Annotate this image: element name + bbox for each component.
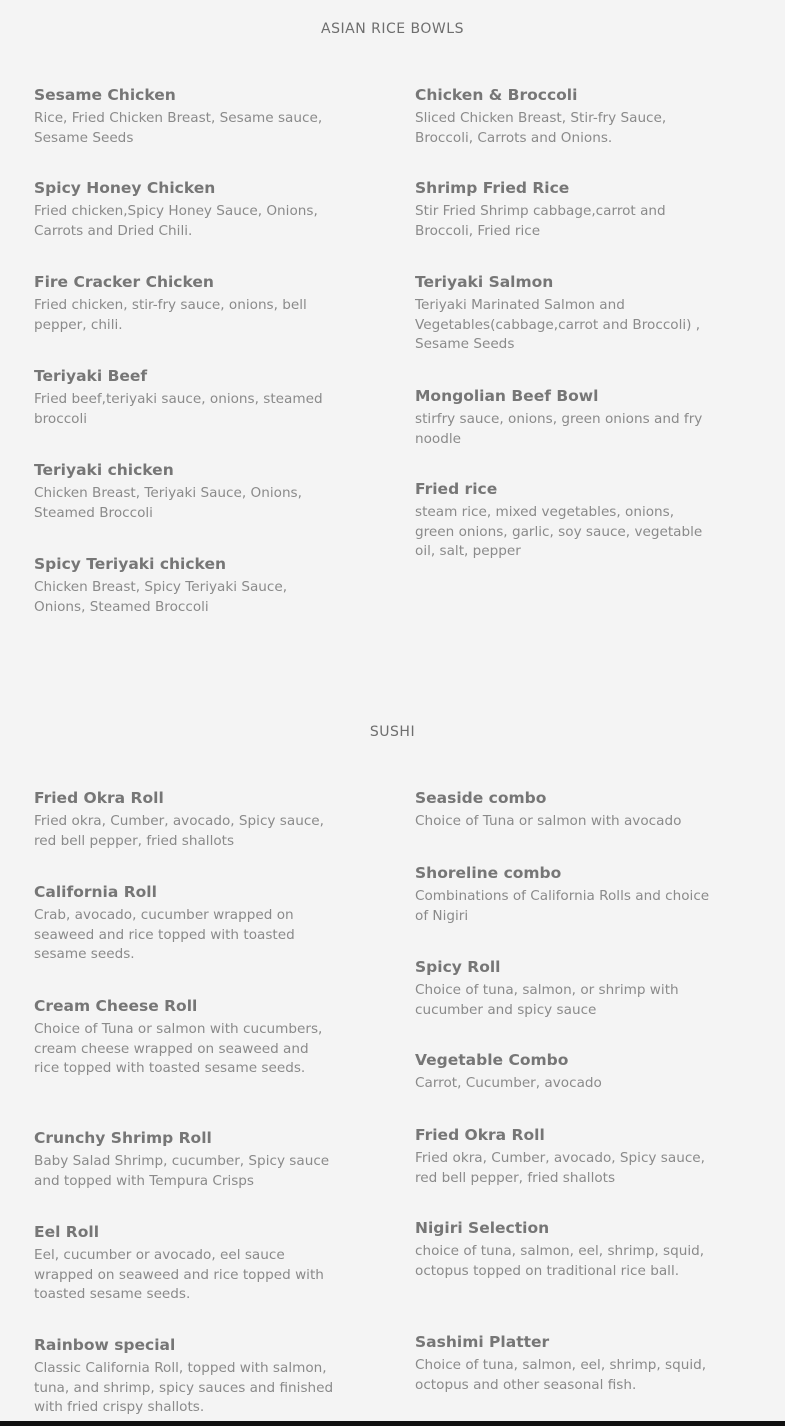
menu-item	[415, 1218, 715, 1281]
menu-item-description: Choice of tuna, salmon, or shrimp with cucumber and spicy sauce	[415, 982, 679, 1018]
menu-item-name: Nigiri Selection	[415, 1219, 550, 1237]
menu-item-name: Shoreline combo	[415, 864, 562, 882]
menu-item	[415, 85, 715, 148]
menu-item-name: Sashimi Platter	[415, 1333, 550, 1351]
menu-item-name: Rainbow special	[34, 1336, 176, 1354]
menu-item	[34, 788, 334, 851]
menu-item-description: Teriyaki Marinated Salmon and Vegetables(cabbage,carrot and Broccoli) , Sesame Seeds	[415, 297, 701, 353]
menu-item	[415, 957, 715, 1020]
menu-item-description: Carrot, Cucumber, avocado	[415, 1075, 602, 1091]
menu-item-name: California Roll	[34, 883, 157, 901]
menu-item-description: Fried beef,teriyaki sauce, onions, steamed broccoli	[34, 391, 323, 427]
menu-item-description: choice of tuna, salmon, eel, shrimp, squid, octopus topped on traditional rice ball.	[415, 1243, 705, 1279]
menu-item-name: Spicy Teriyaki chicken	[34, 555, 226, 573]
section-title-sushi: SUSHI	[369, 724, 416, 740]
menu-item-name: Teriyaki chicken	[34, 461, 174, 479]
menu-item	[34, 996, 334, 1079]
menu-item-description: Baby Salad Shrimp, cucumber, Spicy sauce and topped with Tempura Crisps	[34, 1153, 330, 1189]
menu-item-name: Teriyaki Salmon	[415, 273, 554, 291]
menu-item-description: Combinations of California Rolls and choice of Nigiri	[415, 888, 710, 924]
menu-item	[415, 479, 715, 562]
menu-item-description: Fried chicken, stir-fry sauce, onions, bell pepper, chili.	[34, 297, 307, 333]
menu-item-description: Classic California Roll, topped with salmon, tuna, and shrimp, spicy sauces and finished with fried crispy shallots.	[34, 1360, 334, 1416]
menu-item-name: Chicken & Broccoli	[415, 86, 578, 104]
menu-item-description: Choice of Tuna or salmon with avocado	[415, 813, 682, 829]
menu-item-name: Spicy Honey Chicken	[34, 179, 216, 197]
menu-item-name: Teriyaki Beef	[34, 367, 148, 385]
menu-item-name: Shrimp Fried Rice	[415, 179, 570, 197]
menu-item	[415, 178, 715, 241]
menu-item	[34, 1128, 334, 1191]
menu-item	[34, 460, 334, 523]
menu-item-description: Choice of Tuna or salmon with cucumbers, cream cheese wrapped on seaweed and rice topped with toasted sesame seeds.	[34, 1021, 323, 1077]
menu-item-description: Fried chicken,Spicy Honey Sauce, Onions, Carrots and Dried Chili.	[34, 203, 318, 239]
menu-item-name: Spicy Roll	[415, 958, 501, 976]
menu-item-description: Stir Fried Shrimp cabbage,carrot and Broccoli, Fried rice	[415, 203, 666, 239]
menu-item-name: Fire Cracker Chicken	[34, 273, 214, 291]
menu-item-name: Fried rice	[415, 480, 498, 498]
menu-item-name: Crunchy Shrimp Roll	[34, 1129, 212, 1147]
menu-item-description: Eel, cucumber or avocado, eel sauce wrapped on seaweed and rice topped with toasted sesame seeds.	[34, 1247, 324, 1303]
menu-item	[415, 788, 715, 832]
menu-item-description: steam rice, mixed vegetables, onions, green onions, garlic, soy sauce, vegetable oil, salt, pepper	[415, 504, 703, 560]
menu-item-description: Chicken Breast, Spicy Teriyaki Sauce, Onions, Steamed Broccoli	[34, 579, 288, 615]
menu-item	[34, 272, 334, 335]
menu-item	[415, 1050, 715, 1094]
menu-item	[415, 386, 715, 449]
menu-item-description: stirfry sauce, onions, green onions and fry noodle	[415, 411, 703, 447]
menu-item	[415, 1332, 715, 1395]
menu-item	[415, 1125, 715, 1188]
menu-item-name: Seaside combo	[415, 789, 547, 807]
menu-item-name: Eel Roll	[34, 1223, 100, 1241]
menu-item-name: Mongolian Beef Bowl	[415, 387, 599, 405]
menu-item	[34, 1222, 334, 1305]
menu-item	[415, 272, 715, 355]
menu-item	[34, 1335, 334, 1418]
menu-item-description: Choice of tuna, salmon, eel, shrimp, squid, octopus and other seasonal fish.	[415, 1357, 707, 1393]
menu-item-description: Rice, Fried Chicken Breast, Sesame sauce, Sesame Seeds	[34, 110, 323, 146]
menu-item-name: Sesame Chicken	[34, 86, 176, 104]
menu-item-name: Vegetable Combo	[415, 1051, 569, 1069]
menu-item	[34, 882, 334, 965]
menu-item-name: Cream Cheese Roll	[34, 997, 198, 1015]
menu-item	[34, 85, 334, 148]
menu-item-description: Sliced Chicken Breast, Stir-fry Sauce, Broccoli, Carrots and Onions.	[415, 110, 667, 146]
menu-item	[415, 863, 715, 926]
section-title-rice-bowls: ASIAN RICE BOWLS	[321, 21, 464, 37]
menu-item	[34, 366, 334, 429]
menu-item-description: Chicken Breast, Teriyaki Sauce, Onions, Steamed Broccoli	[34, 485, 302, 521]
bottom-edge-bar	[0, 1421, 785, 1426]
menu-item	[34, 554, 334, 617]
menu-item-name: Fried Okra Roll	[415, 1126, 545, 1144]
menu-item-description: Fried okra, Cumber, avocado, Spicy sauce, red bell pepper, fried shallots	[34, 813, 324, 849]
menu-item-name: Fried Okra Roll	[34, 789, 164, 807]
menu-item	[34, 178, 334, 241]
menu-item-description: Fried okra, Cumber, avocado, Spicy sauce, red bell pepper, fried shallots	[415, 1150, 705, 1186]
menu-item-description: Crab, avocado, cucumber wrapped on seaweed and rice topped with toasted sesame seeds.	[34, 907, 295, 963]
